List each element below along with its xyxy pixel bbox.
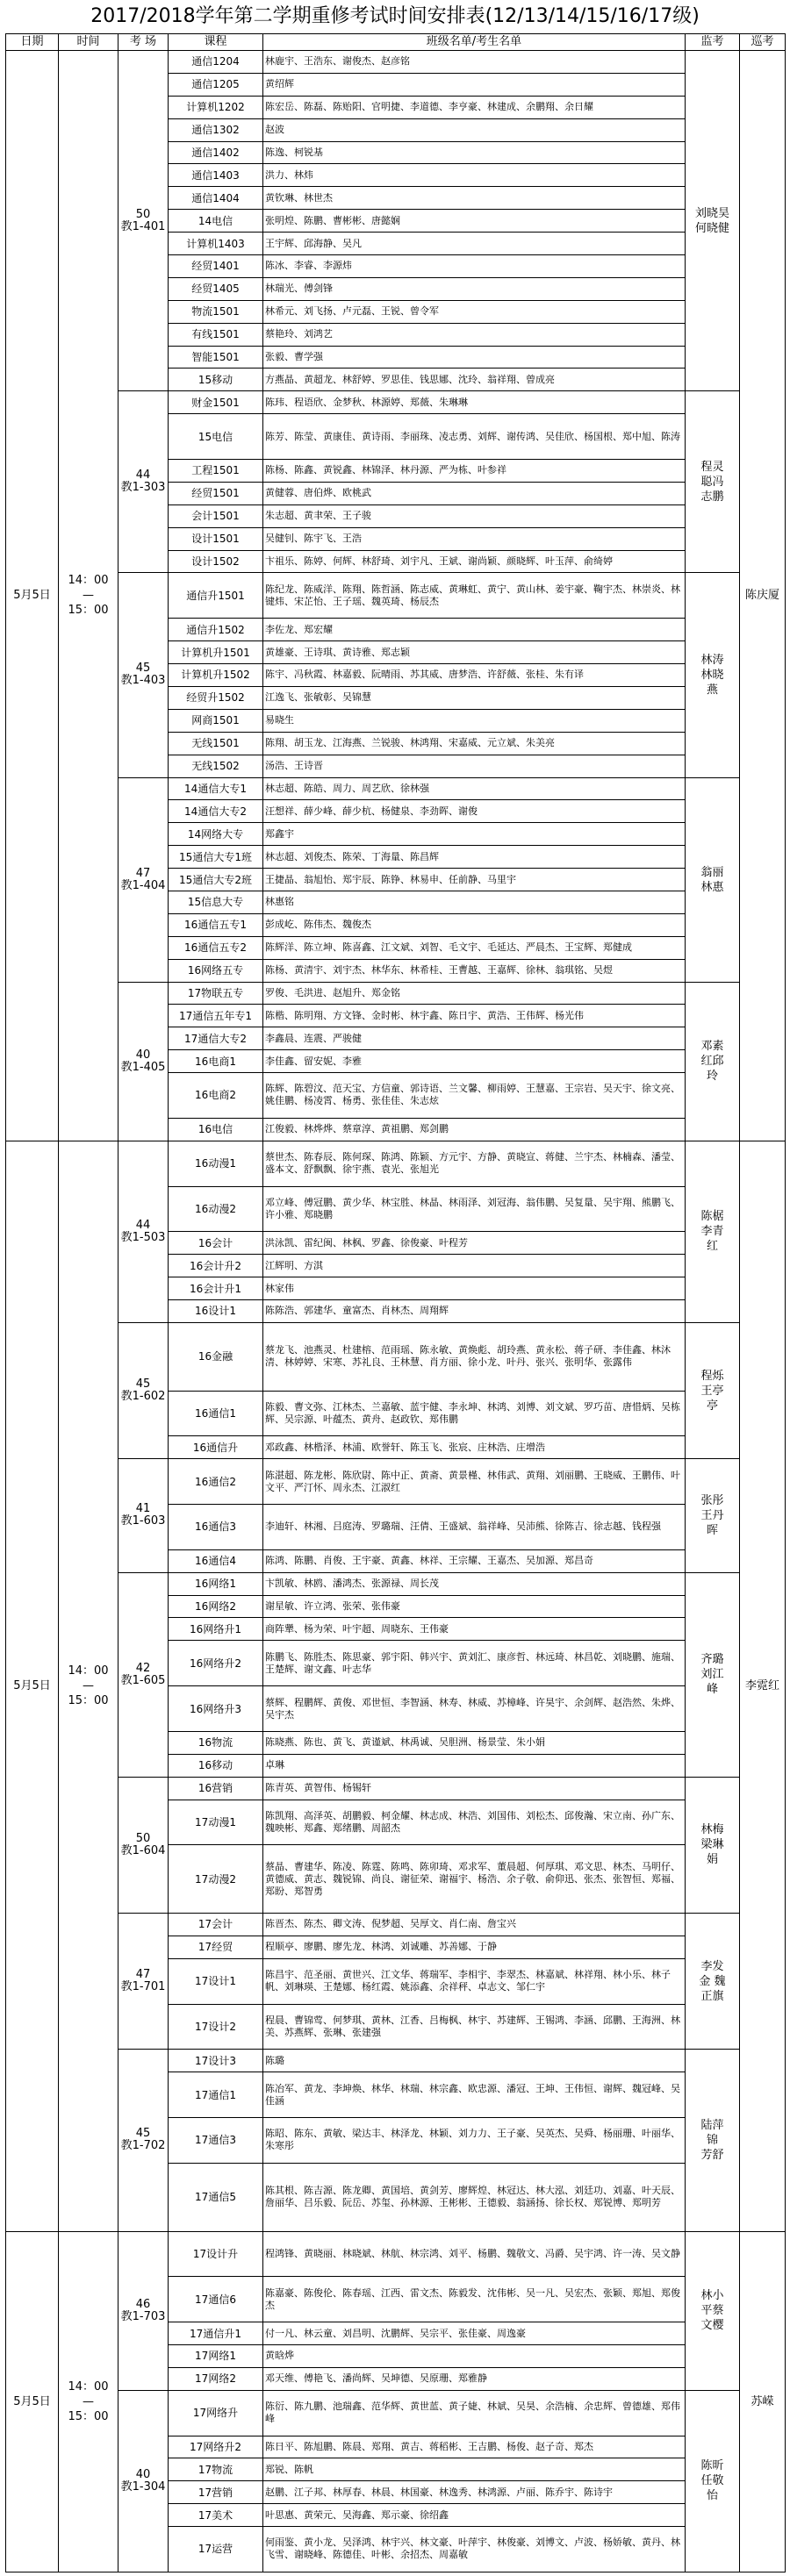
student-list-cell: 李鑫晨、连震、严骏健	[263, 1027, 686, 1050]
student-list-cell: 张明煌、陈鹏、曹彬彬、唐懿娴	[263, 210, 686, 233]
student-list-cell: 邓立峰、傅冠鹏、黄少华、林宝胜、林晶、林雨泽、刘冠海、翁伟鹏、吴复量、吴宇翔、熊鹏飞、许小雅、郑晓鹏	[263, 1186, 686, 1232]
student-list-cell: 何雨鉴、黄小龙、吴泽鸿、林宇兴、林文豪、叶萍宇、林俊豪、刘博文、卢波、杨娇敏、黄丹、林飞雪、谢晓峰、陈德佳、叶彬、余招杰、周嘉敏	[263, 2527, 686, 2572]
patrol-cell: 苏嵘	[740, 2231, 786, 2572]
course-cell: 17营销	[169, 2481, 263, 2504]
header-time: 时间	[59, 34, 118, 51]
table-row	[6, 1459, 786, 1505]
student-list-cell: 林家伟	[263, 1277, 686, 1300]
student-list-cell: 张毅、曹学强	[263, 346, 686, 369]
student-list-cell: 李佐龙、郑宏耀	[263, 619, 686, 641]
student-list-cell: 陈杨、黄清宇、刘宇杰、林华东、林希桂、王曹越、王嘉辉、徐林、翁琪铭、吴煜	[263, 959, 686, 982]
student-list-cell: 陈璐	[263, 2050, 686, 2072]
course-cell: 14电信	[169, 210, 263, 233]
student-list-cell: 林鹿宇、王浩东、谢俊杰、赵彦铭	[263, 51, 686, 74]
invigilator-cell: 程灵 聪冯 志鹏	[686, 391, 740, 573]
course-cell: 通信1204	[169, 51, 263, 74]
course-cell: 设计1502	[169, 550, 263, 573]
course-cell: 16营销	[169, 1777, 263, 1800]
student-list-cell: 黄钦琳、林世杰	[263, 187, 686, 210]
room-cell: 50 教1-604	[118, 1777, 169, 1913]
course-cell: 17通信大专2	[169, 1027, 263, 1050]
room-cell: 41 教1-603	[118, 1459, 169, 1572]
student-list-cell: 洪泳凯、雷纪闽、林枫、罗鑫、徐俊豪、叶程芳	[263, 1232, 686, 1255]
student-list-cell: 陈晋杰、陈杰、卿文涛、倪梦超、吴厚文、肖仁南、詹宝兴	[263, 1914, 686, 1936]
course-cell: 计算机1202	[169, 96, 263, 118]
course-cell: 通信升1502	[169, 619, 263, 641]
student-list-cell: 洪力、林炜	[263, 164, 686, 187]
time-cell: 14：00 — 15：00	[59, 1141, 118, 2231]
course-cell: 16通信五专1	[169, 913, 263, 936]
table-row	[6, 1914, 786, 1936]
invigilator-cell: 陈椐 李青 红	[686, 1141, 740, 1322]
invigilator-cell: 翁丽 林惠	[686, 777, 740, 982]
header-course: 课程	[169, 34, 263, 51]
student-list-cell: 卓琳	[263, 1754, 686, 1777]
course-cell: 设计1501	[169, 527, 263, 550]
schedule-body	[6, 51, 786, 2572]
course-cell: 通信升1501	[169, 573, 263, 619]
table-row	[6, 1322, 786, 1391]
page-title: 2017/2018学年第二学期重修考试时间安排表(12/13/14/15/16/17级)	[90, 5, 700, 27]
course-cell: 17设计升	[169, 2231, 263, 2277]
student-list-cell: 林志超、刘俊杰、陈荣、丁海量、陈昌辉	[263, 846, 686, 869]
course-cell: 通信1205	[169, 73, 263, 96]
student-list-cell: 邓天维、傅艳飞、潘尚辉、吴坤德、吴原珊、郑雅静	[263, 2367, 686, 2390]
student-list-cell: 陈纪龙、陈威洋、陈翔、陈哲涵、陈志威、黄琳虹、黄宁、黄山林、姜宇豪、鞠宇杰、林崇炎、林键炜、宋芷怡、王子瑶、魏英琦、杨辰杰	[263, 573, 686, 619]
course-cell: 经贸1401	[169, 255, 263, 278]
student-list-cell: 汪想祥、薛少峰、薛少杭、杨健泉、李劲晖、谢俊	[263, 800, 686, 823]
course-cell: 16动漫2	[169, 1186, 263, 1232]
course-cell: 16通信3	[169, 1505, 263, 1550]
course-cell: 16网络1	[169, 1572, 263, 1595]
course-cell: 17会计	[169, 1914, 263, 1936]
course-cell: 15通信大专1班	[169, 846, 263, 869]
student-list-cell: 陈楷、陈明翔、方文锋、金时彬、林宇鑫、陈日宇、黄浩、王伟辉、杨光伟	[263, 1005, 686, 1027]
student-list-cell: 黄雄豪、王诗琪、黄诗雅、郑志颖	[263, 641, 686, 664]
student-list-cell: 陈湛超、陈龙彬、陈欣尉、陈中正、黄斋、黄景槿、林伟武、黄翔、刘丽鹏、王晓威、王鹏伟、叶文平、严汀怀、周永杰、江淑红	[263, 1459, 686, 1505]
student-list-cell: 汤浩、王诗晋	[263, 755, 686, 777]
course-cell: 计算机升1501	[169, 641, 263, 664]
table-row	[6, 2390, 786, 2436]
table-row	[6, 2231, 786, 2277]
student-list-cell: 陈芳、陈莹、黄康佳、黄诗雨、李丽珠、凌志勇、刘辉、谢传鸿、吴佳欣、杨国根、郑中旭、陈涛	[263, 414, 686, 460]
course-cell: 17网络升2	[169, 2436, 263, 2458]
course-cell: 17经贸	[169, 1936, 263, 1958]
room-cell: 42 教1-605	[118, 1572, 169, 1777]
student-list-cell: 陈青英、黄智伟、杨锡轩	[263, 1777, 686, 1800]
time-cell: 14：00 — 15：00	[59, 2231, 118, 2572]
table-row	[6, 1141, 786, 1186]
student-list-cell: 陈辉、陈碧汶、范天宝、方信童、郭诗语、兰文馨、柳雨婷、王慧嘉、王宗岩、吴天宇、徐文亮、姚佳鹏、杨凌霄、杨勇、张佳佳、朱志炫	[263, 1073, 686, 1119]
student-list-cell: 吴健钊、陈宇飞、王浩	[263, 527, 686, 550]
course-cell: 15移动	[169, 369, 263, 391]
invigilator-cell: 林涛 林晓 燕	[686, 573, 740, 777]
student-list-cell: 陈毅、曹文弥、江林杰、兰嘉敏、蓝宇健、李永坤、林鸿、刘博、刘文斌、罗巧苗、唐惜炳、吴栋辉、吴宗源、叶蕴杰、黄舟、赵政钦、郑伟鹏	[263, 1391, 686, 1436]
course-cell: 15电信	[169, 414, 263, 460]
student-list-cell: 陈冶军、黄龙、李坤焕、林华、林瑞、林宗鑫、欧忠源、潘冠、王坤、王伟恒、谢辉、魏冠峰、吴佳涵	[263, 2072, 686, 2118]
student-list-cell: 彭成屹、陈伟杰、魏俊杰	[263, 913, 686, 936]
room-cell: 47 教1-404	[118, 777, 169, 982]
course-cell: 16通信升	[169, 1436, 263, 1459]
course-cell: 有线1501	[169, 323, 263, 346]
course-cell: 16网络2	[169, 1595, 263, 1618]
course-cell: 17设计1	[169, 1958, 263, 2004]
header-date: 日期	[6, 34, 59, 51]
student-list-cell: 江辉明、方淇	[263, 1255, 686, 1277]
table-header-row	[6, 34, 786, 51]
room-cell: 45 教1-403	[118, 573, 169, 777]
course-cell: 17网络升	[169, 2390, 263, 2436]
course-cell: 无线1501	[169, 732, 263, 755]
student-list-cell: 林希元、刘飞扬、卢元磊、王锐、曾令军	[263, 300, 686, 323]
course-cell: 16网络升3	[169, 1686, 263, 1732]
student-list-cell: 陈杨、陈鑫、黄锐鑫、林锦泽、林丹源、严为栋、叶参祥	[263, 460, 686, 483]
course-cell: 经贸1405	[169, 277, 263, 300]
student-list-cell: 陈冰、李睿、李源炜	[263, 255, 686, 278]
student-list-cell: 江俊毅、林烨烨、蔡章淳、黄祖鹏、郑剑鹏	[263, 1118, 686, 1141]
student-list-cell: 蔡世杰、陈春辰、陈何琛、陈鸿、陈颖、方元宇、方静、黄晓宣、蒋健、兰宇杰、林楠森、潘莹、盛本文、舒飘飘、徐宇燕、袁光、张旭光	[263, 1141, 686, 1186]
student-list-cell: 陈宇、冯秋霞、林嘉毅、阮晴雨、苏其威、唐梦浩、许舒薇、张桂、朱有译	[263, 664, 686, 687]
student-list-cell: 叶思惠、黄荣元、吴海鑫、郑示豪、徐绍鑫	[263, 2504, 686, 2527]
course-cell: 16电信	[169, 1118, 263, 1141]
course-cell: 16金融	[169, 1322, 263, 1391]
course-cell: 17运营	[169, 2527, 263, 2572]
course-cell: 17通信1	[169, 2072, 263, 2118]
invigilator-cell: 林梅 梁琳 娟	[686, 1777, 740, 1913]
course-cell: 15通信大专2班	[169, 869, 263, 891]
course-cell: 通信1403	[169, 164, 263, 187]
table-row	[6, 573, 786, 619]
course-cell: 经贸1501	[169, 482, 263, 504]
course-cell: 14通信大专2	[169, 800, 263, 823]
course-cell: 通信1404	[169, 187, 263, 210]
room-cell: 44 教1-503	[118, 1141, 169, 1322]
student-list-cell: 方燕晶、黄超龙、林舒婷、罗思佳、钱思娜、沈玲、翁祥翔、曾成亮	[263, 369, 686, 391]
course-cell: 17网络2	[169, 2367, 263, 2390]
course-cell: 会计1501	[169, 504, 263, 527]
course-cell: 17网络1	[169, 2344, 263, 2367]
course-cell: 16物流	[169, 1731, 263, 1754]
invigilator-cell: 李发 金 魏 正旗	[686, 1914, 740, 2050]
room-cell: 45 教1-702	[118, 2050, 169, 2231]
student-list-cell: 陈晓燕、陈也、黄飞、黄谨斌、林禹诚、吴胆洲、杨景莹、朱小娟	[263, 1731, 686, 1754]
patrol-cell: 李霓红	[740, 1141, 786, 2231]
header-patrol: 巡考	[740, 34, 786, 51]
course-cell: 财金1501	[169, 391, 263, 414]
course-cell: 通信1302	[169, 118, 263, 141]
room-cell: 50 教1-401	[118, 51, 169, 391]
student-list-cell: 江逸飞、张敏彰、吴锦慧	[263, 686, 686, 709]
student-list-cell: 卞凯敏、林鸥、潘鸿杰、张源禄、周长茂	[263, 1572, 686, 1595]
course-cell: 计算机升1502	[169, 664, 263, 687]
course-cell: 17通信升1	[169, 2322, 263, 2345]
table-row	[6, 1572, 786, 1595]
course-cell: 16移动	[169, 1754, 263, 1777]
student-list-cell: 陈玮、程语欣、金梦秋、林源婷、郑薇、朱琳琳	[263, 391, 686, 414]
student-list-cell: 程鸿锋、黄晓丽、林晓斌、林航、林宗鸿、刘平、杨鹏、魏敬文、冯爵、吴宇鸿、许一涛、吴文静	[263, 2231, 686, 2277]
course-cell: 16会计	[169, 1232, 263, 1255]
course-cell: 经贸升1502	[169, 686, 263, 709]
student-list-cell: 赵鹏、江子邦、林厚春、林晨、林国豪、林逸秀、林鸿源、卢丽、陈乔宇、陈诗宇	[263, 2481, 686, 2504]
student-list-cell: 李迪轩、林湘、吕庭涛、罗璐瑞、汪倩、王盛斌、翁祥峰、吴沛熊、徐陈吉、徐志越、钱程强	[263, 1505, 686, 1550]
course-cell: 17动漫2	[169, 1845, 263, 1914]
table-row	[6, 51, 786, 74]
course-cell: 17通信5	[169, 2163, 263, 2231]
table-row	[6, 777, 786, 800]
course-cell: 16网络升2	[169, 1641, 263, 1686]
course-cell: 16通信五专2	[169, 936, 263, 959]
student-list-cell: 赵波	[263, 118, 686, 141]
student-list-cell: 陈鸿、陈鹏、肖俊、王宇豪、黄鑫、林祥、王宗耀、王嘉杰、吴加源、郑昌奇	[263, 1549, 686, 1572]
student-list-cell: 蔡辉、程鹏辉、黄俊、邓世恒、李智涵、林寿、林威、苏樟峰、许昊宇、余剑辉、赵浩然、朱烨、吴宇杰	[263, 1686, 686, 1732]
course-cell: 智能1501	[169, 346, 263, 369]
student-list-cell: 陈昌宇、范圣丽、黄世兴、江文华、蒋瑞军、李相宇、李翠杰、林嘉斌、林祥翔、林小乐、林子帆、刘琳瑛、王楚娜、杨红霞、姚添鑫、余祥秤、卓志文、邹仁宇	[263, 1958, 686, 2004]
course-cell: 17通信6	[169, 2277, 263, 2322]
student-list-cell: 蔡晶、曹建华、陈凌、陈霆、陈鸣、陈卯琦、邓求军、董晨超、何厚琪、邓文思、林杰、马明仔、黄德威、黄志、魏锐锦、尚良、谢征荣、谢福宇、杨浩、余子敬、俞仰迅、张杰、张智恒、郑福、郑盼、郑智勇	[263, 1845, 686, 1914]
room-cell: 40 教1-405	[118, 982, 169, 1141]
header-class-students: 班级名单/考生名单	[263, 34, 686, 51]
student-list-cell: 陈陈浩、郭建华、童富杰、肖林杰、周翔辉	[263, 1299, 686, 1322]
header-room: 考 场	[118, 34, 169, 51]
student-list-cell: 陈凯翔、高泽英、胡鹏毅、柯金耀、林志成、林浩、刘国伟、刘松杰、邱俊瀚、宋立南、孙广东、魏映彬、郑鑫、郑绪鹏、周韶杰	[263, 1800, 686, 1845]
course-cell: 16通信4	[169, 1549, 263, 1572]
student-list-cell: 程晨、曹锦莺、何梦琪、黄林、江香、吕梅枫、林宇、苏建辉、王锡鸿、李涵、邱鹏、王海洲、林美、苏燕辉、张琳、张建强	[263, 2004, 686, 2050]
date-cell: 5月5日	[6, 51, 59, 1141]
student-list-cell: 程顺亭、廖鹏、廖先龙、林鸿、刘诚雕、苏善娜、于静	[263, 1936, 686, 1958]
student-list-cell: 陈翔、胡玉龙、江海燕、兰锐骏、林鸿翔、宋嘉威、元立斌、朱美亮	[263, 732, 686, 755]
student-list-cell: 陈辉洋、陈立坤、陈喜鑫、江文斌、刘智、毛文宇、毛延达、严晨杰、王宝辉、郑健成	[263, 936, 686, 959]
student-list-cell: 蔡龙飞、池燕灵、杜建榕、范雨瑶、陈永敏、黄焕彪、胡玲燕、黄永松、蒋子研、李佳鑫、林沐清、林婷婷、宋寒、苏礼良、王林慧、肖方丽、徐小龙、叶丹、张兴、张明华、张露伟	[263, 1322, 686, 1391]
student-list-cell: 郑锐、陈帆	[263, 2458, 686, 2481]
room-cell: 47 教1-701	[118, 1914, 169, 2050]
table-row	[6, 391, 786, 414]
student-list-cell: 陈衍、陈九鹏、池瑞鑫、范华辉、黄世蓝、黄子婕、林斌、吴昊、余浩楠、余忠辉、曾德雄、郑伟峰	[263, 2390, 686, 2436]
course-cell: 16网络升1	[169, 1618, 263, 1641]
student-list-cell: 易晓生	[263, 709, 686, 732]
student-list-cell: 李佳鑫、留安妮、李雅	[263, 1050, 686, 1073]
course-cell: 15信息大专	[169, 891, 263, 913]
course-cell: 17物联五专	[169, 982, 263, 1005]
course-cell: 16通信1	[169, 1391, 263, 1436]
invigilator-cell: 刘晓昊 何晓健	[686, 51, 740, 391]
course-cell: 17物流	[169, 2458, 263, 2481]
table-row	[6, 1777, 786, 1800]
course-cell: 16会计升2	[169, 1255, 263, 1277]
course-cell: 工程1501	[169, 460, 263, 483]
patrol-cell: 陈庆厦	[740, 51, 786, 1141]
header-invigilator: 监考	[686, 34, 740, 51]
room-cell: 40 教1-304	[118, 2390, 169, 2572]
invigilator-cell: 程烁 王亭 亭	[686, 1322, 740, 1458]
course-cell: 网商1501	[169, 709, 263, 732]
invigilator-cell: 林小 平蔡 文樱	[686, 2231, 740, 2390]
student-list-cell: 陈昭、陈东、黄敏、梁达丰、林泽龙、林颖、刘力力、王子豪、吴英杰、吴舜、杨丽珊、叶丽华、朱寒彤	[263, 2118, 686, 2164]
table-row	[6, 2050, 786, 2072]
student-list-cell: 付一凡、林云童、刘昌明、沈鹏辉、吴宗平、张佳豪、周逸豪	[263, 2322, 686, 2345]
room-cell: 46 教1-703	[118, 2231, 169, 2390]
student-list-cell: 王捷晶、翁旭怡、郑宇辰、陈铮、林易申、任前静、马里宇	[263, 869, 686, 891]
student-list-cell: 陈日平、陈旭鹏、陈晨、郑翔、黄吉、蒋稻彬、王吉鹏、杨俊、赵子奇、郑杰	[263, 2436, 686, 2458]
student-list-cell: 林瑞光、傅剑锋	[263, 277, 686, 300]
student-list-cell: 陈宏岳、陈磊、陈贻阳、官明捷、李道德、李亨豪、林建成、余鹏翔、余日耀	[263, 96, 686, 118]
invigilator-cell: 张彤 王丹 晖	[686, 1459, 740, 1572]
student-list-cell: 罗俊、毛洪进、赵旭升、郑金铭	[263, 982, 686, 1005]
schedule-table	[5, 33, 786, 2572]
student-list-cell: 陈鹏飞、陈胜杰、陈思豪、郭宇阳、韩兴宇、黄刘汇、康彦哲、林远琦、林昌乾、刘晓鹏、施瑞、王楚辉、谢文鑫、叶志华	[263, 1641, 686, 1686]
date-cell: 5月5日	[6, 2231, 59, 2572]
course-cell: 14通信大专1	[169, 777, 263, 800]
time-cell: 14：00 — 15：00	[59, 51, 118, 1141]
course-cell: 16动漫1	[169, 1141, 263, 1186]
student-list-cell: 卞祖乐、陈婷、何辉、林舒琦、刘宇凡、王斌、谢尚颖、颜晓辉、叶玉萍、俞绮婷	[263, 550, 686, 573]
room-cell: 45 教1-602	[118, 1322, 169, 1458]
student-list-cell: 郑鑫宇	[263, 823, 686, 846]
student-list-cell: 黄健蓉、唐伯烨、欧桃武	[263, 482, 686, 504]
student-list-cell: 黄晗烨	[263, 2344, 686, 2367]
student-list-cell: 陈逸、柯锐基	[263, 141, 686, 164]
course-cell: 16设计1	[169, 1299, 263, 1322]
course-cell: 物流1501	[169, 300, 263, 323]
course-cell: 16网络五专	[169, 959, 263, 982]
invigilator-cell: 陈昕 任敬 怡	[686, 2390, 740, 2572]
course-cell: 16通信2	[169, 1459, 263, 1505]
student-list-cell: 朱志超、黄聿荣、王子骏	[263, 504, 686, 527]
course-cell: 16会计升1	[169, 1277, 263, 1300]
student-list-cell: 商阵犟、杨为荣、叶宇超、周晓东、王伟豪	[263, 1618, 686, 1641]
student-list-cell: 邓政鑫、林楷泽、林浦、欧誉轩、陈玉飞、张宸、庄林浩、庄增浩	[263, 1436, 686, 1459]
course-cell: 无线1502	[169, 755, 263, 777]
course-cell: 14网络大专	[169, 823, 263, 846]
student-list-cell: 谢星敏、许立鸿、张荣、张伟豪	[263, 1595, 686, 1618]
table-row	[6, 982, 786, 1005]
course-cell: 通信1402	[169, 141, 263, 164]
course-cell: 17通信五年专1	[169, 1005, 263, 1027]
student-list-cell: 陈其根、陈吉源、陈龙卿、黄国培、黄剑芳、廖辉煌、林冠达、林大泓、刘廷功、刘嘉、叶天辰、詹丽华、吕乐毅、阮岳、苏玺、孙林源、王彬彬、王德毅、翁涵扬、徐长权、郑锐博、郑明芳	[263, 2163, 686, 2231]
invigilator-cell: 邓素 红邱 玲	[686, 982, 740, 1141]
course-cell: 17通信3	[169, 2118, 263, 2164]
student-list-cell: 林志超、陈皓、周力、周艺欣、徐林强	[263, 777, 686, 800]
invigilator-cell: 齐璐 刘江 峰	[686, 1572, 740, 1777]
date-cell: 5月5日	[6, 1141, 59, 2231]
course-cell: 16电商2	[169, 1073, 263, 1119]
student-list-cell: 林惠铭	[263, 891, 686, 913]
student-list-cell: 王宇辉、邱海静、吴凡	[263, 233, 686, 255]
invigilator-cell: 陆萍 锦 芳舒	[686, 2050, 740, 2231]
course-cell: 16电商1	[169, 1050, 263, 1073]
course-cell: 17设计3	[169, 2050, 263, 2072]
student-list-cell: 蔡艳玲、刘鸿艺	[263, 323, 686, 346]
student-list-cell: 黄绍辉	[263, 73, 686, 96]
room-cell: 44 教1-303	[118, 391, 169, 573]
course-cell: 计算机1403	[169, 233, 263, 255]
course-cell: 17美术	[169, 2504, 263, 2527]
course-cell: 17动漫1	[169, 1800, 263, 1845]
course-cell: 17设计2	[169, 2004, 263, 2050]
student-list-cell: 陈嘉豪、陈俊伦、陈春瑶、江西、雷文杰、陈毅发、沈伟彬、吴一凡、吴宏杰、张颖、郑旭、郑俊杰	[263, 2277, 686, 2322]
